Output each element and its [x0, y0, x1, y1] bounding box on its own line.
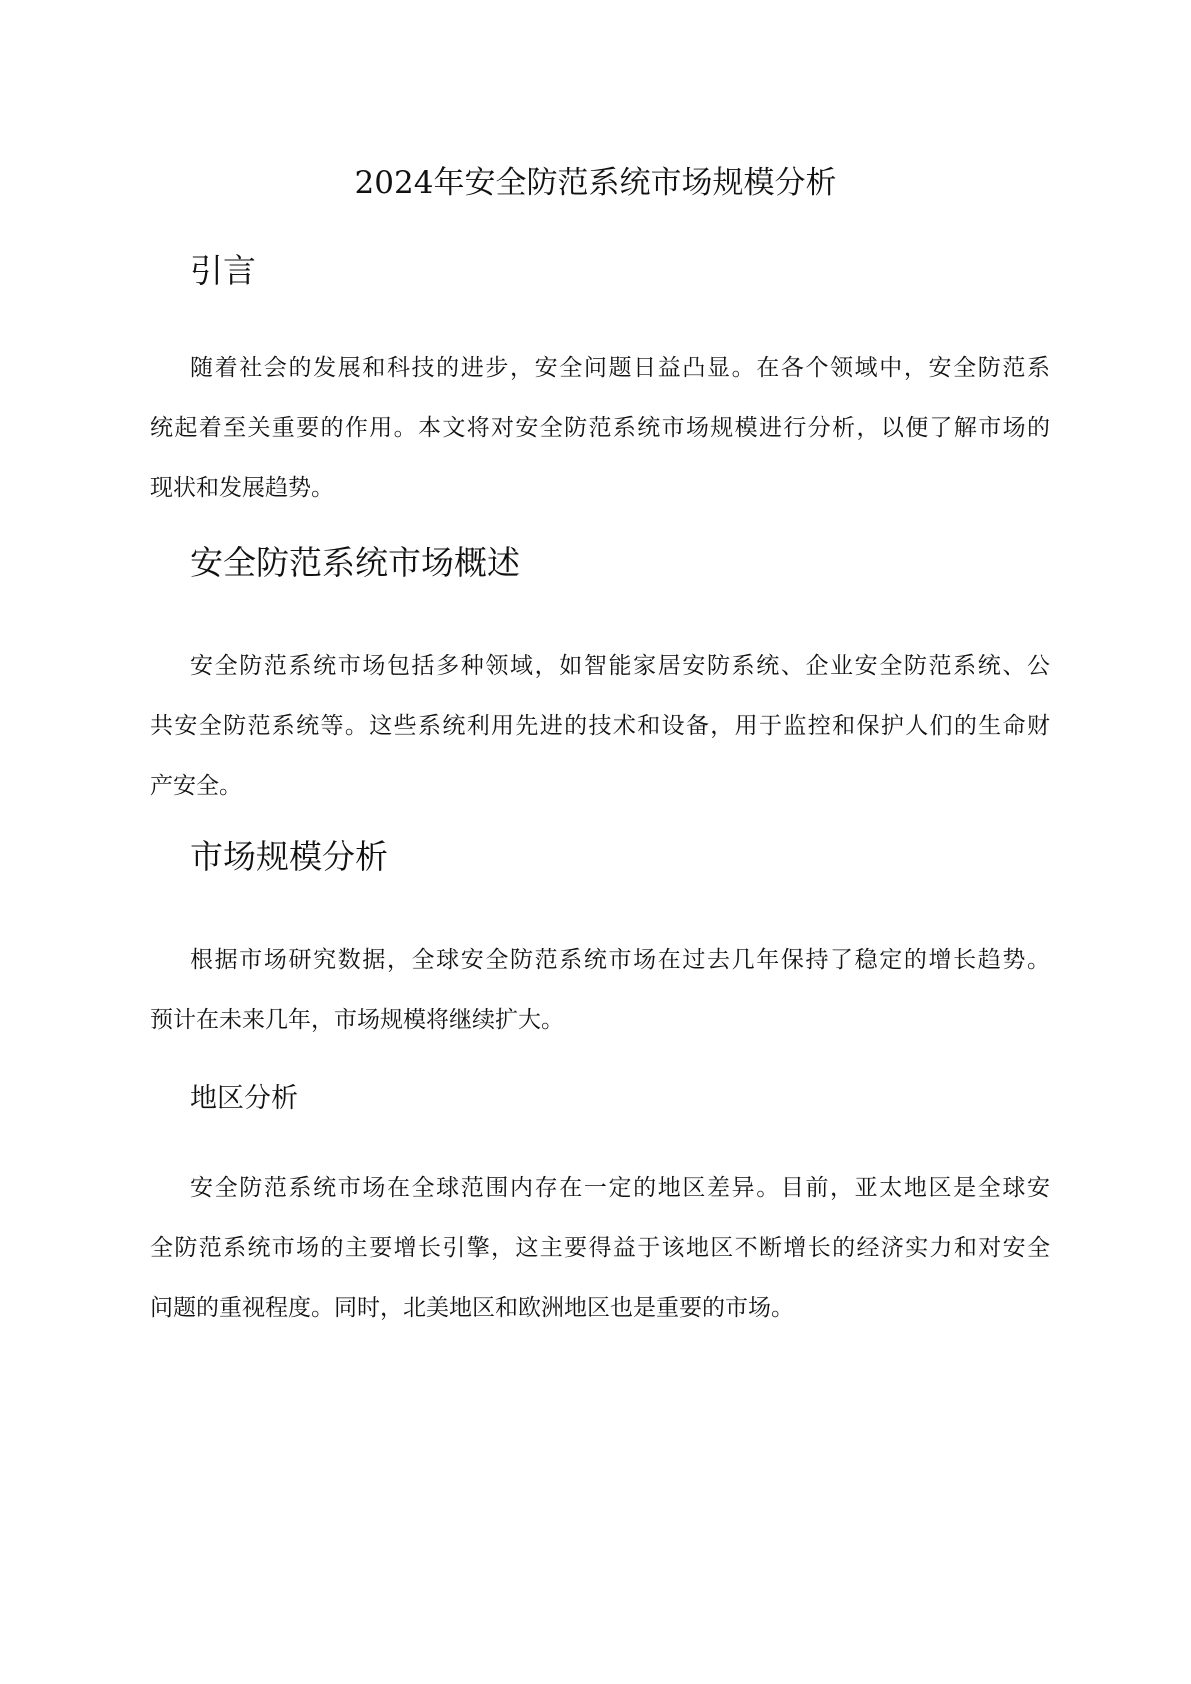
- section-heading-market-overview: 安全防范系统市场概述: [190, 543, 520, 582]
- document-title: 2024年安全防范系统市场规模分析: [354, 165, 837, 201]
- paragraph-line: 预计在未来几年，市场规模将继续扩大。: [150, 1007, 564, 1033]
- paragraph-line: 安全防范系统市场在全球范围内存在一定的地区差异。目前，亚太地区是全球安: [190, 1175, 1050, 1201]
- paragraph-line: 现状和发展趋势。: [150, 475, 334, 501]
- paragraph-line: 共安全防范系统等。这些系统利用先进的技术和设备，用于监控和保护人们的生命财: [150, 713, 1050, 739]
- paragraph-line: 产安全。: [150, 773, 242, 799]
- section-heading-introduction: 引言: [190, 251, 256, 290]
- paragraph-line: 统起着至关重要的作用。本文将对安全防范系统市场规模进行分析，以便了解市场的: [150, 415, 1050, 441]
- section-paragraph-introduction: [150, 338, 1050, 518]
- paragraph-line: 根据市场研究数据，全球安全防范系统市场在过去几年保持了稳定的增长趋势。: [190, 947, 1050, 973]
- section-paragraph-regional-analysis: [150, 1158, 1050, 1338]
- section-paragraph-market-size: [150, 930, 1050, 1050]
- paragraph-line: 全防范系统市场的主要增长引擎，这主要得益于该地区不断增长的经济实力和对安全: [150, 1235, 1050, 1261]
- paragraph-line: 安全防范系统市场包括多种领域，如智能家居安防系统、企业安全防范系统、公: [190, 653, 1050, 679]
- paragraph-line: 随着社会的发展和科技的进步，安全问题日益凸显。在各个领域中，安全防范系: [190, 355, 1050, 381]
- section-paragraph-market-overview: [150, 636, 1050, 816]
- section-heading-market-size: 市场规模分析: [190, 837, 388, 876]
- paragraph-line: 问题的重视程度。同时，北美地区和欧洲地区也是重要的市场。: [150, 1295, 794, 1321]
- section-heading-regional-analysis: 地区分析: [190, 1083, 298, 1114]
